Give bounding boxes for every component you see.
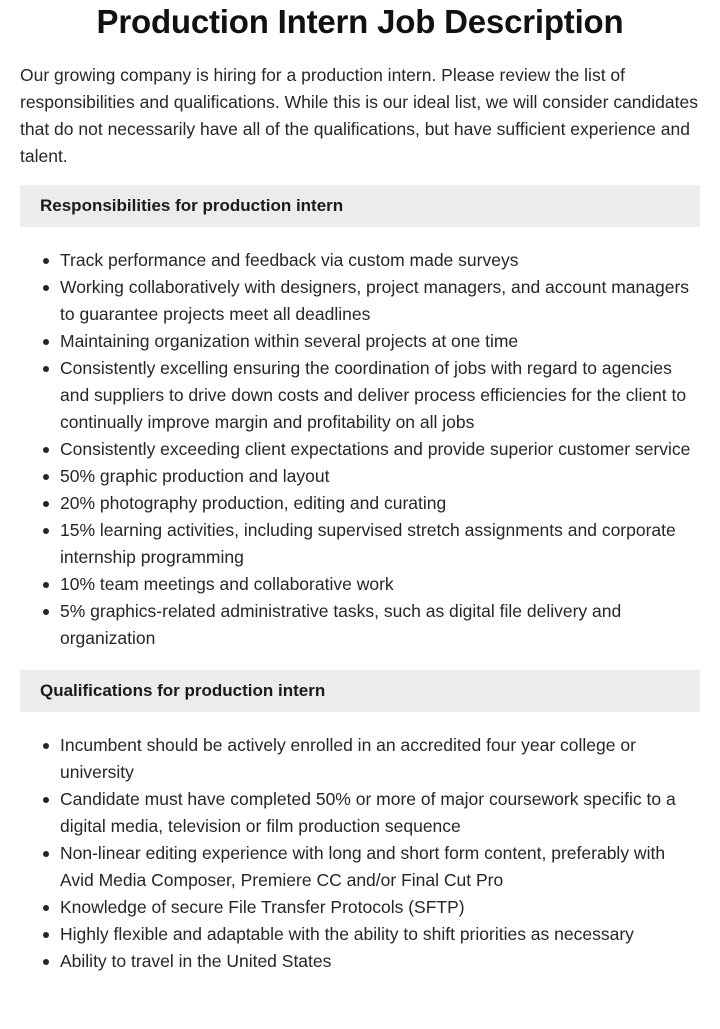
list-item: Knowledge of secure File Transfer Protocols (SFTP) bbox=[60, 894, 700, 921]
page-title: Production Intern Job Description bbox=[96, 3, 624, 40]
intro-paragraph: Our growing company is hiring for a production intern. Please review the list of responsibilities and qualifications. While this is our ideal list, we will consider candidates that do not necessarily have all of the qualifications, but have sufficient experience and talent. bbox=[20, 65, 698, 166]
list-item: Maintaining organization within several projects at one time bbox=[60, 328, 700, 355]
list-item: Working collaboratively with designers, project managers, and account managers to guarantee projects meet all deadlines bbox=[60, 274, 700, 328]
list-item: Ability to travel in the United States bbox=[60, 948, 700, 975]
list-item: 50% graphic production and layout bbox=[60, 463, 700, 490]
list-item: 5% graphics-related administrative tasks, such as digital file delivery and organization bbox=[60, 598, 700, 652]
qualifications-heading: Qualifications for production intern bbox=[20, 670, 700, 712]
responsibilities-heading: Responsibilities for production intern bbox=[20, 185, 700, 227]
responsibilities-list bbox=[20, 247, 700, 652]
list-item: 15% learning activities, including supervised stretch assignments and corporate internship programming bbox=[60, 517, 700, 571]
list-item: Highly flexible and adaptable with the ability to shift priorities as necessary bbox=[60, 921, 700, 948]
list-item: Consistently exceeding client expectations and provide superior customer service bbox=[60, 436, 700, 463]
list-item: Consistently excelling ensuring the coordination of jobs with regard to agencies and suppliers to drive down costs and deliver process efficiencies for the client to continually improve margin and profitability on all jobs bbox=[60, 355, 700, 436]
list-item: Incumbent should be actively enrolled in an accredited four year college or university bbox=[60, 732, 700, 786]
list-item: 20% photography production, editing and curating bbox=[60, 490, 700, 517]
qualifications-list bbox=[20, 732, 700, 975]
list-item: Candidate must have completed 50% or more of major coursework specific to a digital media, television or film production sequence bbox=[60, 786, 700, 840]
list-item: 10% team meetings and collaborative work bbox=[60, 571, 700, 598]
list-item: Track performance and feedback via custom made surveys bbox=[60, 247, 700, 274]
list-item: Non-linear editing experience with long and short form content, preferably with Avid Media Composer, Premiere CC and/or Final Cut Pro bbox=[60, 840, 700, 894]
